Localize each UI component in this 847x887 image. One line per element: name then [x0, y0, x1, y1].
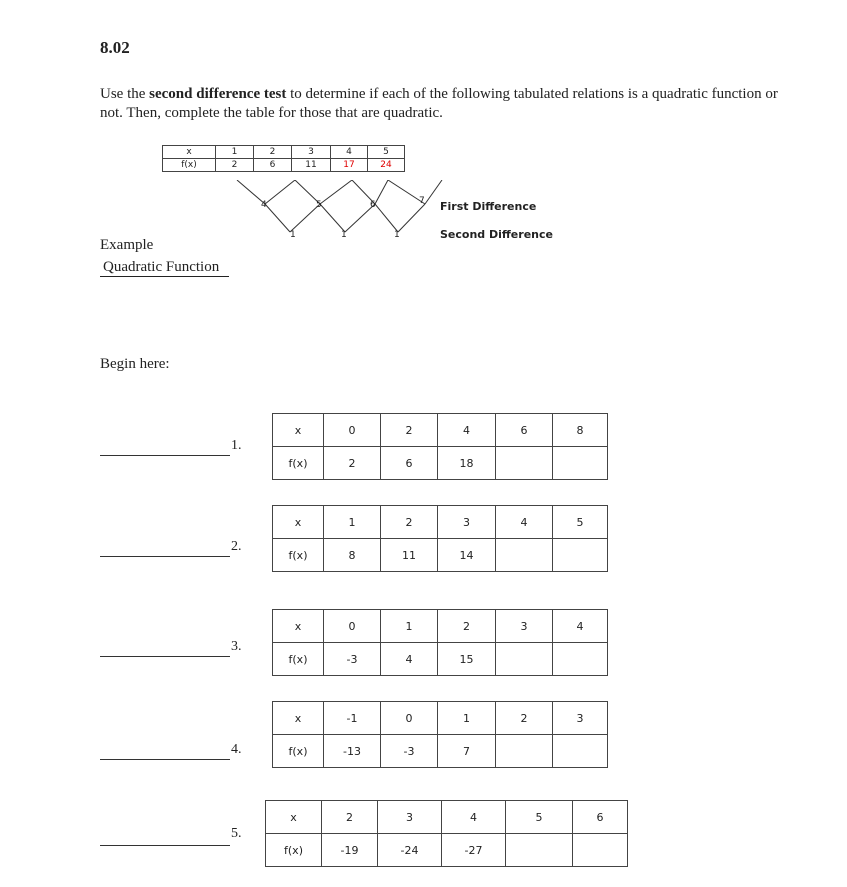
example-fx-cell: 6	[254, 159, 292, 172]
fx-cell-blank[interactable]	[553, 735, 608, 768]
x-label: x	[273, 702, 324, 735]
fx-label: f(x)	[273, 447, 324, 480]
second-diff-value: 1	[394, 230, 400, 240]
x-cell: 4	[438, 414, 496, 447]
problem-table	[272, 505, 608, 572]
x-cell: 0	[324, 610, 381, 643]
problem-number: 4.	[231, 742, 242, 757]
problem-table	[272, 609, 608, 676]
fx-cell-blank[interactable]	[506, 834, 573, 867]
x-cell: 4	[496, 506, 553, 539]
example-x-cell: 3	[292, 146, 331, 159]
x-cell: 3	[553, 702, 608, 735]
x-label: x	[273, 506, 324, 539]
fx-cell-blank[interactable]	[496, 447, 553, 480]
x-cell: 6	[573, 801, 628, 834]
x-cell: 3	[378, 801, 442, 834]
x-cell: 2	[381, 506, 438, 539]
problem-table	[265, 800, 628, 867]
example-x-cell: 1	[216, 146, 254, 159]
fx-cell: -24	[378, 834, 442, 867]
example-table	[162, 145, 405, 172]
second-difference-label: Second Difference	[440, 228, 553, 241]
fx-label: f(x)	[273, 539, 324, 572]
page-title: 8.02	[100, 38, 130, 57]
answer-line[interactable]	[100, 759, 230, 760]
x-cell: 2	[496, 702, 553, 735]
instructions-post: to determine if each of the following tabulated relations is a quadratic function or not. Then, complete the table for those that are quadratic.	[100, 86, 778, 121]
fx-cell: 14	[438, 539, 496, 572]
example-x-cell: 5	[368, 146, 405, 159]
fx-cell: 2	[324, 447, 381, 480]
problem-table	[272, 701, 608, 768]
x-cell: 1	[438, 702, 496, 735]
answer-line[interactable]	[100, 656, 230, 657]
x-cell: 8	[553, 414, 608, 447]
fx-label: f(x)	[273, 735, 324, 768]
second-diff-value: 1	[290, 230, 296, 240]
fx-cell-blank[interactable]	[553, 539, 608, 572]
answer-line[interactable]	[100, 845, 230, 846]
x-cell: 5	[506, 801, 573, 834]
example-x-cell: 2	[254, 146, 292, 159]
example-answer: Quadratic Function	[100, 259, 229, 277]
x-cell: 2	[438, 610, 496, 643]
fx-cell: 15	[438, 643, 496, 676]
fx-cell: -3	[381, 735, 438, 768]
example-fx-cell: 17	[331, 159, 368, 172]
difference-diagram	[230, 180, 470, 240]
begin-label: Begin here:	[100, 356, 170, 372]
problem-number: 3.	[231, 639, 242, 654]
fx-cell: 6	[381, 447, 438, 480]
fx-cell-blank[interactable]	[496, 539, 553, 572]
fx-cell-blank[interactable]	[496, 735, 553, 768]
x-cell: -1	[324, 702, 381, 735]
first-diff-value: 4	[261, 200, 267, 210]
fx-label: f(x)	[266, 834, 322, 867]
fx-cell: 11	[381, 539, 438, 572]
example-fx-label: f(x)	[163, 159, 216, 172]
fx-label: f(x)	[273, 643, 324, 676]
x-cell: 0	[381, 702, 438, 735]
problem-number: 1.	[231, 438, 242, 453]
x-label: x	[273, 610, 324, 643]
fx-cell: -27	[442, 834, 506, 867]
problem-table	[272, 413, 608, 480]
example-fx-cell: 2	[216, 159, 254, 172]
fx-cell-blank[interactable]	[553, 643, 608, 676]
fx-cell: 7	[438, 735, 496, 768]
x-cell: 1	[324, 506, 381, 539]
x-cell: 5	[553, 506, 608, 539]
first-diff-value: 7	[419, 196, 425, 206]
example-fx-cell: 11	[292, 159, 331, 172]
x-cell: 4	[442, 801, 506, 834]
x-cell: 0	[324, 414, 381, 447]
answer-line[interactable]	[100, 556, 230, 557]
fx-cell-blank[interactable]	[496, 643, 553, 676]
instructions	[100, 85, 800, 123]
fx-cell: -19	[322, 834, 378, 867]
x-label: x	[273, 414, 324, 447]
x-cell: 1	[381, 610, 438, 643]
x-cell: 2	[381, 414, 438, 447]
x-label: x	[266, 801, 322, 834]
instructions-pre: Use the	[100, 86, 150, 102]
example-label: Example	[100, 237, 154, 253]
fx-cell-blank[interactable]	[553, 447, 608, 480]
example-x-cell: 4	[331, 146, 368, 159]
fx-cell: -3	[324, 643, 381, 676]
example-x-label: x	[163, 146, 216, 159]
second-diff-value: 1	[341, 230, 347, 240]
x-cell: 2	[322, 801, 378, 834]
instructions-bold: second difference test	[149, 86, 287, 102]
x-cell: 3	[496, 610, 553, 643]
first-diff-value: 5	[316, 200, 322, 210]
problem-number: 5.	[231, 826, 242, 841]
x-cell: 4	[553, 610, 608, 643]
fx-cell-blank[interactable]	[573, 834, 628, 867]
fx-cell: 4	[381, 643, 438, 676]
fx-cell: -13	[324, 735, 381, 768]
first-difference-label: First Difference	[440, 200, 537, 213]
x-cell: 3	[438, 506, 496, 539]
example-fx-cell: 24	[368, 159, 405, 172]
fx-cell: 18	[438, 447, 496, 480]
x-cell: 6	[496, 414, 553, 447]
problem-number: 2.	[231, 539, 242, 554]
fx-cell: 8	[324, 539, 381, 572]
answer-line[interactable]	[100, 455, 230, 456]
first-diff-value: 6	[370, 200, 376, 210]
